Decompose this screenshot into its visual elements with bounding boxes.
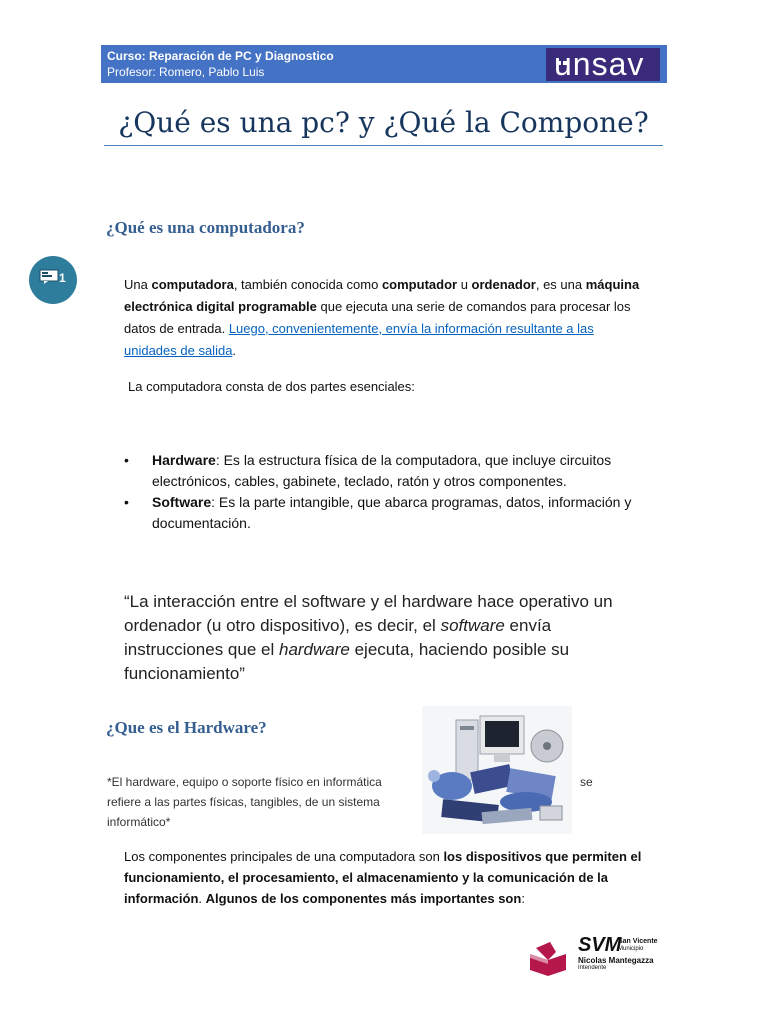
list-item-software: • Software: Es la parte intangible, que abarca programas, datos, información y documentación. — [124, 494, 632, 531]
municipality-logo — [528, 934, 658, 978]
computer-definition: Una computadora, también conocida como computador u ordenador, es una máquina electrónica digital programable que ejecuta una serie de comandos para procesar los datos de entrada. Luego, convenientemente, envía la información resultante a las unidades de salida. — [124, 277, 640, 358]
logo-text: unsav — [554, 46, 645, 82]
output-units-link[interactable]: Luego, convenientemente, envía la información resultante a las unidades de salida — [124, 321, 594, 358]
page-title: ¿Qué es una pc? y ¿Qué la Compone? — [118, 106, 649, 139]
section-heading-hardware: ¿Que es el Hardware? — [106, 718, 267, 737]
list-item-hardware: • Hardware: Es la estructura física de la computadora, que incluye circuitos electrónicos, cables, gabinete, teclado, ratón y otros componentes. — [124, 452, 612, 489]
course-title: Curso: Reparación de PC y Diagnostico — [107, 49, 334, 63]
logo-line-2: Municipio — [618, 946, 644, 952]
course-header — [101, 45, 667, 83]
hardware-definition: *El hardware, equipo o soporte físico en informática refiere a las partes físicas, tangibles, de un sistema informático* — [107, 775, 382, 829]
section-heading-computer: ¿Qué es una computadora? — [106, 218, 305, 237]
logo-line-4: Intendente — [578, 965, 607, 971]
comment-number: 1 — [59, 271, 66, 285]
book-mark-icon — [528, 940, 568, 976]
parts-list — [124, 450, 669, 534]
title-divider — [104, 145, 663, 146]
comment-icon — [39, 269, 59, 285]
logo-line-3: Nicolas Mantegazza — [578, 956, 654, 965]
quote-block: “La interacción entre el software y el hardware hace operativo un ordenador (u otro dispositivo), es decir, el software envía instrucciones que el hardware ejecuta, haciendo posible su funcionamiento” — [124, 592, 613, 683]
parts-intro: La computadora consta de dos partes esenciales: — [128, 379, 415, 394]
logo-line-1: San Vicente — [618, 938, 658, 945]
hardware-collage-image — [422, 706, 572, 834]
logo-mark-text: SVM — [578, 934, 622, 956]
professor-name: Profesor: Romero, Pablo Luis — [107, 65, 265, 79]
unsav-logo — [546, 48, 660, 81]
components-paragraph: Los componentes principales de una computadora son los dispositivos que permiten el funcionamiento, el procesamiento, el almacenamiento y la comunicación de la información. Algunos de los componentes más importantes son: — [124, 849, 642, 906]
hardware-definition-tail: se — [580, 775, 593, 789]
comment-badge[interactable] — [29, 256, 77, 304]
